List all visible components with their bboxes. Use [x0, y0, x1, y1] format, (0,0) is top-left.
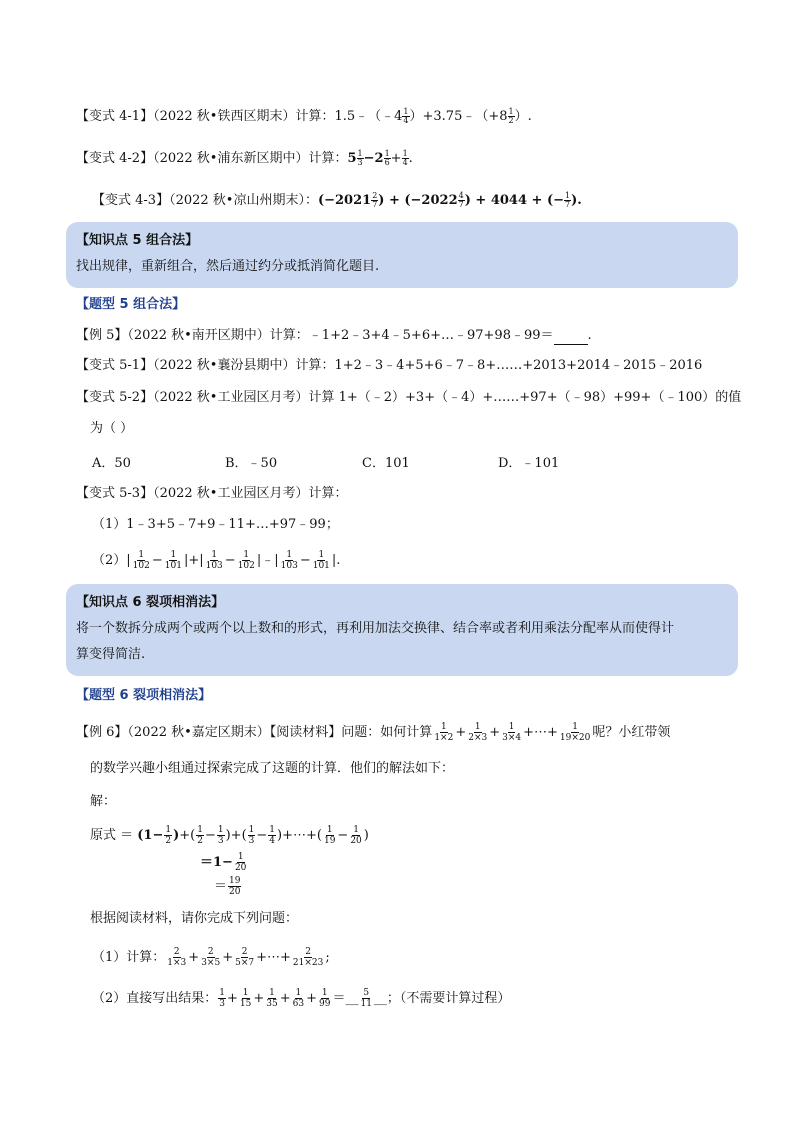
- source: （2022 秋•工业园区月考）: [153, 486, 309, 501]
- example-6-q2: （2）直接写出结果： $\frac{1}{3}$ + $\frac{1}{15}$ + $\frac{1}{35}$ + $\frac{1}{63}$ + $\frac{1}{99}$ ＝__ $\frac{5}{11}$ __；（不需要计算过程）: [92, 988, 511, 1009]
- knowledge-box-6: [66, 584, 738, 676]
- question-type-title: 【题型 5 组合法】: [76, 297, 186, 312]
- variant-5-2-cont: 为（ ）: [90, 421, 134, 436]
- text: .: [587, 328, 592, 343]
- answer-blank: [554, 332, 588, 345]
- example-6: 【例 6】（2022 秋•嘉定区期末）【阅读材料】问题：如何计算 $\frac{1}{1\times 2}$ + $\frac{1}{2\times 3}$ + $\frac{1}{3\times 4}$ +⋯+ $\frac{1}{19\times 20}$ 呢？小红带领: [76, 722, 671, 743]
- fraction: $\frac{1}{3}$: [357, 149, 363, 167]
- text: .: [408, 151, 413, 166]
- knowledge-title: 【知识点 6 裂项相消法】: [76, 595, 225, 610]
- option-d: D．﹣101: [498, 456, 560, 471]
- expr: ).: [571, 193, 582, 208]
- text: 计算：﹣1+2﹣3+4﹣5+6+…﹣97+98﹣99＝: [269, 328, 554, 343]
- question-type-title: 【题型 6 裂项相消法】: [76, 688, 212, 703]
- variant-4-1: [76, 108, 532, 126]
- fraction: $\frac{1}{6}$: [384, 149, 390, 167]
- text: 计算：: [308, 486, 348, 501]
- label: 【变式 4-1】: [76, 109, 154, 124]
- text: 计算：1.5﹣（﹣4: [295, 109, 403, 124]
- fraction: $\frac{1}{4}$: [403, 107, 409, 125]
- solution-line-1: 原式 ＝ (1− $\frac{1}{2}$ )+( $\frac{1}{2}$ − $\frac{1}{3}$ )+( $\frac{1}{3}$ − $\frac{1}{4}$ )+⋯+( $\frac{1}{19}$ − $\frac{1}{20}$ ): [90, 825, 369, 846]
- solution-line-2: ＝1− $\frac{1}{20}$: [200, 852, 247, 873]
- variant-5-1: [76, 357, 702, 375]
- fraction: $\frac{1}{2}$: [508, 107, 514, 125]
- fraction: $\frac{4}{7}$: [458, 191, 464, 209]
- label: 【变式 5-1】: [76, 358, 154, 373]
- fraction: $\frac{2}{7}$: [372, 191, 378, 209]
- variant-5-3-q1: （1）1﹣3+5﹣7+9﹣11+…+97﹣99；: [92, 517, 339, 532]
- example-6-cont: 的数学兴趣小组通过探索完成了这题的计算．他们的解法如下：: [90, 761, 455, 776]
- label: 【例 5】: [76, 328, 128, 343]
- expr: ) + (−2022: [378, 193, 458, 208]
- source: （2022 秋•南开区期中）: [127, 328, 270, 343]
- expr: (−2021: [317, 193, 372, 208]
- text: 计算：: [308, 151, 348, 166]
- solution-label: 解：: [90, 794, 117, 809]
- knowledge-text: 找出规律，重新组合，然后通过约分或抵消简化题目.: [76, 259, 380, 274]
- variant-5-3-q2: （2）| $\frac{1}{102}$ − $\frac{1}{101}$ |+| $\frac{1}{103}$ − $\frac{1}{102}$ |﹣| $\frac{1}{103}$ − $\frac{1}{101}$ |.: [92, 550, 341, 571]
- text: ）+3.75﹣（+8: [409, 109, 508, 124]
- text: 计算：1+2﹣3﹣4+5+6﹣7﹣8+……+2013+2014﹣2015﹣2016: [295, 358, 703, 373]
- number: −2: [363, 151, 384, 166]
- example-5: [76, 327, 592, 345]
- number: 5: [347, 151, 357, 166]
- variant-4-3: [92, 192, 582, 210]
- option-c: C．101: [362, 456, 410, 471]
- example-6-q1: （1）计算： $\frac{2}{1\times 3}$ + $\frac{2}{3\times 5}$ + $\frac{2}{5\times 7}$ +⋯+ $\frac{2}{21\times 23}$ ;: [92, 947, 330, 968]
- expr: ) + 4044 + (−: [464, 193, 564, 208]
- variant-5-2: [76, 389, 741, 407]
- source: （2022 秋•襄汾县期中）: [153, 358, 296, 373]
- label: 【变式 5-3】: [76, 486, 154, 501]
- source: （2022 秋•浦东新区期中）: [153, 151, 309, 166]
- source: （2022 秋•工业园区月考）: [153, 390, 309, 405]
- option-b: B．﹣50: [225, 456, 278, 471]
- fraction: $\frac{1}{7}$: [564, 191, 571, 209]
- solution-line-3: ＝ $\frac{19}{20}$: [214, 876, 241, 897]
- knowledge-text: 将一个数拆分成两个或两个以上数和的形式，再利用加法交换律、结合率或者利用乘法分配率从而使得计: [76, 621, 675, 636]
- text: ）.: [514, 109, 532, 124]
- knowledge-title: 【知识点 5 组合法】: [76, 233, 199, 248]
- fraction: $\frac{1}{4}$: [402, 149, 408, 167]
- variant-4-2: [76, 150, 413, 168]
- knowledge-box-5: [66, 222, 738, 288]
- source: （2022 秋•铁西区期末）: [153, 109, 296, 124]
- label: 【变式 5-2】: [76, 390, 154, 405]
- operator: +: [390, 151, 402, 166]
- source: （2022 秋•凉山州期末）：: [169, 193, 318, 208]
- variant-5-3: [76, 485, 347, 503]
- reading-prompt: 根据阅读材料，请你完成下列问题：: [90, 911, 299, 926]
- option-a: A．50: [92, 456, 131, 471]
- text: 计算 1+（﹣2）+3+（﹣4）+……+97+（﹣98）+99+（﹣100）的值: [308, 390, 742, 405]
- label: 【变式 4-3】: [92, 193, 170, 208]
- label: 【变式 4-2】: [76, 151, 154, 166]
- knowledge-text: 算变得简洁.: [76, 647, 146, 662]
